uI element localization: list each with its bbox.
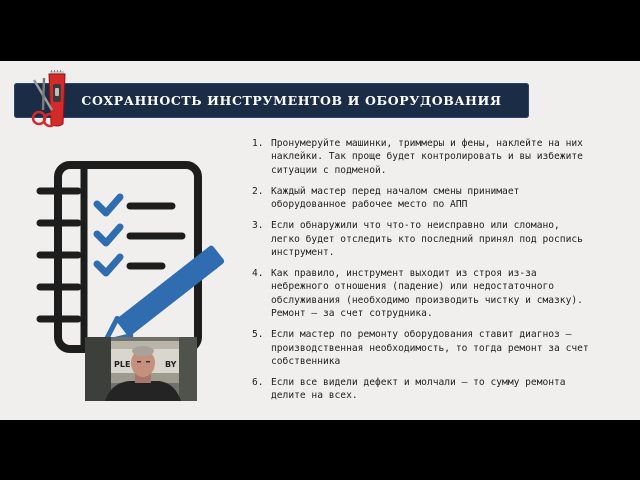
item-text: Каждый мастер перед началом смены принимает оборудованное рабочее место по АПП: [271, 185, 520, 211]
slide-title: СОХРАННОСТЬ ИНСТРУМЕНТОВ И ОБОРУДОВАНИЯ: [81, 93, 502, 108]
item-text: Если мастер по ремонту оборудования ставит диагноз – производственная необходимость, то тогда ремонт за счет собственника: [271, 329, 589, 368]
hair-clipper-scissors-icon: [28, 70, 76, 130]
checklist-notebook-pencil-icon: [34, 159, 230, 359]
item-number: 2.: [252, 185, 264, 197]
list-item: [250, 219, 590, 259]
item-text: Пронумеруйте машинки, триммеры и фены, наклейте на них наклейки. Так проще будет контролировать и вы избежите ситуации с подменой.: [271, 138, 583, 176]
item-number: 4.: [252, 268, 264, 280]
list-item: [250, 137, 590, 177]
list-item: [250, 185, 590, 212]
title-banner: [14, 83, 529, 118]
poster-text-right: BY: [165, 360, 177, 369]
list-item: [250, 376, 590, 403]
item-text: Как правило, инструмент выходит из строя из-за небрежного отношения (падение) или недостаточного обслуживания (необходимо производить чистку и смазку). Ремонт – за счет сотрудника.: [271, 268, 583, 320]
presentation-slide: [0, 61, 640, 420]
list-item: [250, 267, 590, 321]
poster-text-left: PLE: [114, 360, 131, 369]
steps-list: [250, 137, 590, 410]
item-number: 3.: [252, 220, 264, 232]
item-number: 5.: [252, 329, 264, 341]
webcam-feed: [85, 337, 197, 401]
item-number: 6.: [252, 377, 264, 389]
webcam-overlay[interactable]: [85, 337, 197, 401]
item-number: 1.: [252, 138, 264, 149]
list-item: [250, 328, 590, 368]
item-text: Если обнаружили что что-то неисправно или сломано, легко будет отследить кто последний принял под роспись инструмент.: [271, 220, 583, 259]
item-text: Если все видели дефект и молчали – то сумму ремонта делите на всех.: [271, 377, 566, 402]
